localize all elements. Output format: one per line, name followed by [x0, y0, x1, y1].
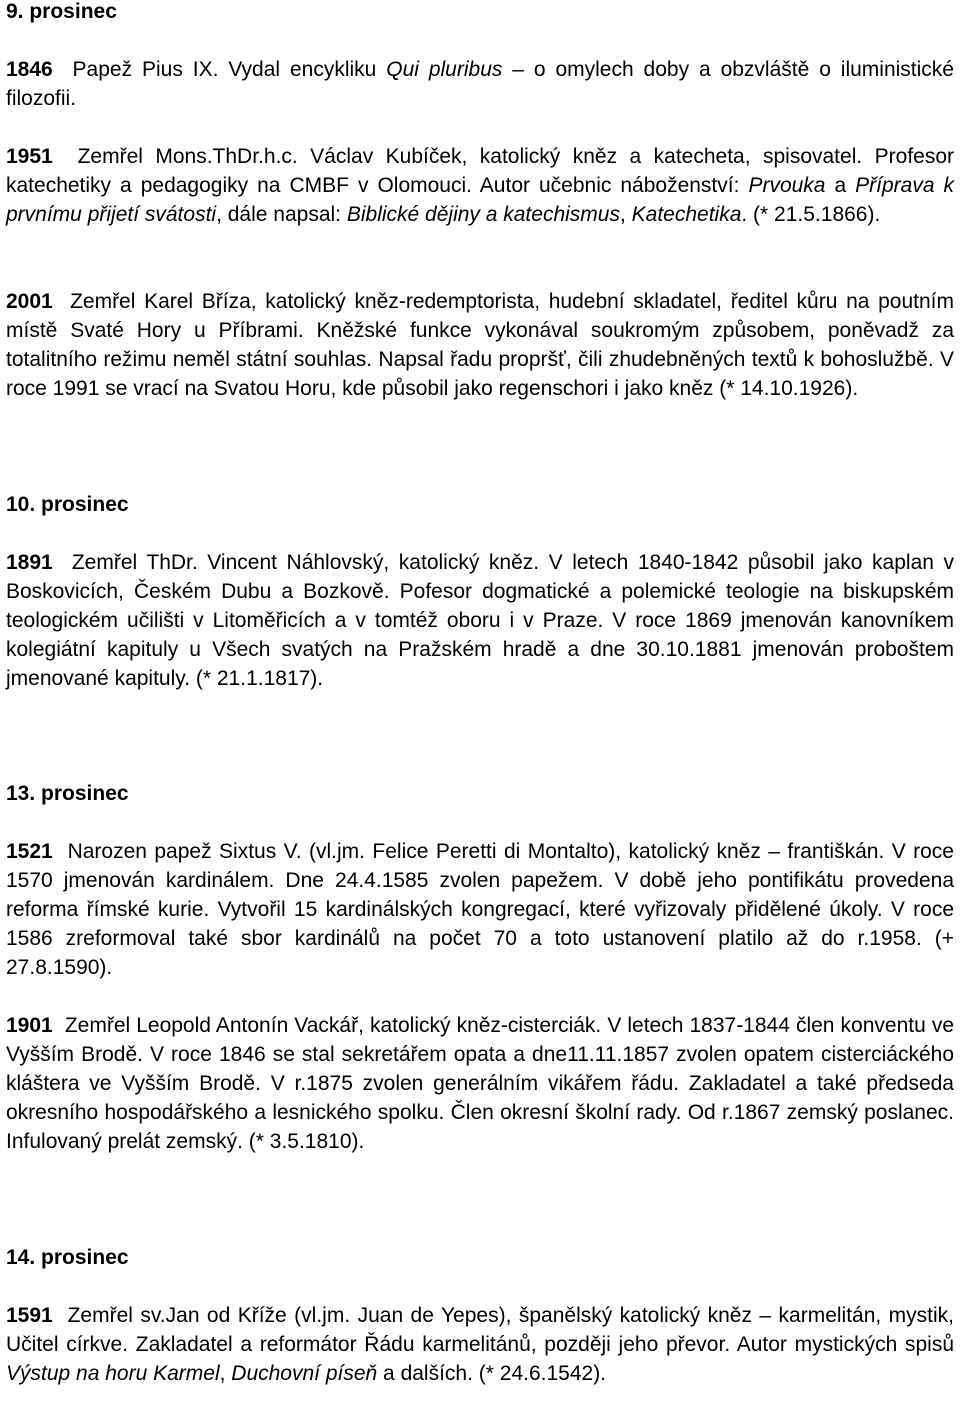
entry-text: Zemřel Leopold Antonín Vackář, katolický kněz-cisterciák. V letech 1837-1844 člen konventu ve Vyšším Brodě. V roce 1846 se stal sekretářem opata a dne11.11.1857 zvolen opatem cisterciáckého kláštera ve Vyšším Brodě. V r.1875 zvolen generálním vikářem řádu. Zakladatel a také předseda okresního hospodářského a lesnického spolku. Člen okresní školní rady. Od r.1867 zemský poslanec. Infulovaný prelát zemský. (* 3.5.1810).: [6, 1014, 954, 1153]
entry-text: Papež Pius IX. Vydal encykliku: [72, 58, 387, 81]
section-heading: 9. prosinec: [6, 0, 117, 23]
entry: [6, 837, 954, 982]
entry-year: 1901: [6, 1014, 53, 1037]
entry-text: Zemřel Karel Bříza, katolický kněz-redemptorista, hudební skladatel, ředitel kůru na poutním místě Svaté Hory u Příbrami. Kněžské funkce vykonával soukromým způsobem, poněvadž za totalitního režimu neměl státní souhlas. Napsal řadu propršť, čili zhudebněných textů k bohoslužbě. V roce 1991 se vrací na Svatou Horu, kde působil jako regenschori i jako kněz (* 14.10.1926).: [6, 290, 954, 400]
entry-text: a: [825, 174, 856, 197]
entry: [6, 548, 954, 693]
entry-year: 1521: [6, 840, 53, 863]
book-title: Biblické dějiny a katechismus: [346, 203, 620, 226]
encyclical-title: Qui pluribus: [386, 58, 503, 81]
book-title: Prvouka: [748, 174, 826, 197]
entry-year: 1891: [6, 551, 53, 574]
entry-text: . (* 21.5.1866).: [741, 203, 881, 226]
entry: [6, 287, 954, 403]
entry-text: Zemřel ThDr. Vincent Náhlovský, katolický kněz. V letech 1840-1842 působil jako kaplan v Boskovicích, Českém Dubu a Bozkově. Pofesor dogmatické a polemické teologie na biskupském teologickém učilišti v Litoměřicích a v tomtéž oboru i v Praze. V roce 1869 jmenován kanovníkem kolegiátní kapituly u Všech svatých na Pražském hradě a dne 30.10.1881 jmenován proboštem jmenované kapituly. (* 21.1.1817).: [6, 551, 954, 690]
entry: [6, 55, 954, 113]
entry-text: Narozen papež Sixtus V. (vl.jm. Felice Peretti di Montalto), katolický kněz – františkán. V roce 1570 jmenován kardinálem. Dne 24.4.1585 zvolen papežem. V době jeho pontifikátu provedena reforma římské kurie. Vytvořil 15 kardinálských kongregací, které vyřizovaly přidělené úkoly. V roce 1586 zreformoval také sbor kardinálů na počet 70 a toto ustanovení platilo až do r.1958. (+ 27.8.1590).: [6, 840, 954, 979]
entry-year: 1951: [6, 145, 53, 168]
entry-text: ,: [619, 203, 632, 226]
entry: [6, 142, 954, 229]
entry-text: ,: [219, 1362, 232, 1385]
entry-year: 1591: [6, 1304, 53, 1327]
entry-text: Zemřel sv.Jan od Kříže (vl.jm. Juan de Yepes), španělský katolický kněz – karmelitán, mystik, Učitel církve. Zakladatel a reformátor Řádu karmelitánů, později jeho převor. Autor mystických spisů: [6, 1304, 954, 1356]
entry-text: Zemřel Mons.ThDr.h.c. Václav Kubíček, katolický kněz a katecheta, spisovatel. Profesor katechetiky a pedagogiky na CMBF v Olomouci. Autor učebnic náboženství:: [6, 145, 954, 197]
entry-text: a dalších. (* 24.6.1542).: [377, 1362, 607, 1385]
entry-year: 1846: [6, 58, 53, 81]
book-title: Příprava k prvnímu přijetí svátosti: [6, 174, 955, 226]
entry-text: , dále napsal:: [216, 203, 347, 226]
book-title: Výstup na horu Karmel: [6, 1362, 220, 1385]
entry: [6, 1301, 954, 1388]
book-title: Katechetika: [631, 203, 742, 226]
section-heading: 14. prosinec: [6, 1246, 129, 1269]
section-heading: 13. prosinec: [6, 782, 129, 805]
entry-year: 2001: [6, 290, 53, 313]
entry-text: – o omylech doby a obzvláště o iluministické filozofii.: [6, 58, 954, 110]
entry: [6, 1011, 954, 1156]
section-heading: 10. prosinec: [6, 493, 129, 516]
book-title: Duchovní píseň: [231, 1362, 378, 1385]
